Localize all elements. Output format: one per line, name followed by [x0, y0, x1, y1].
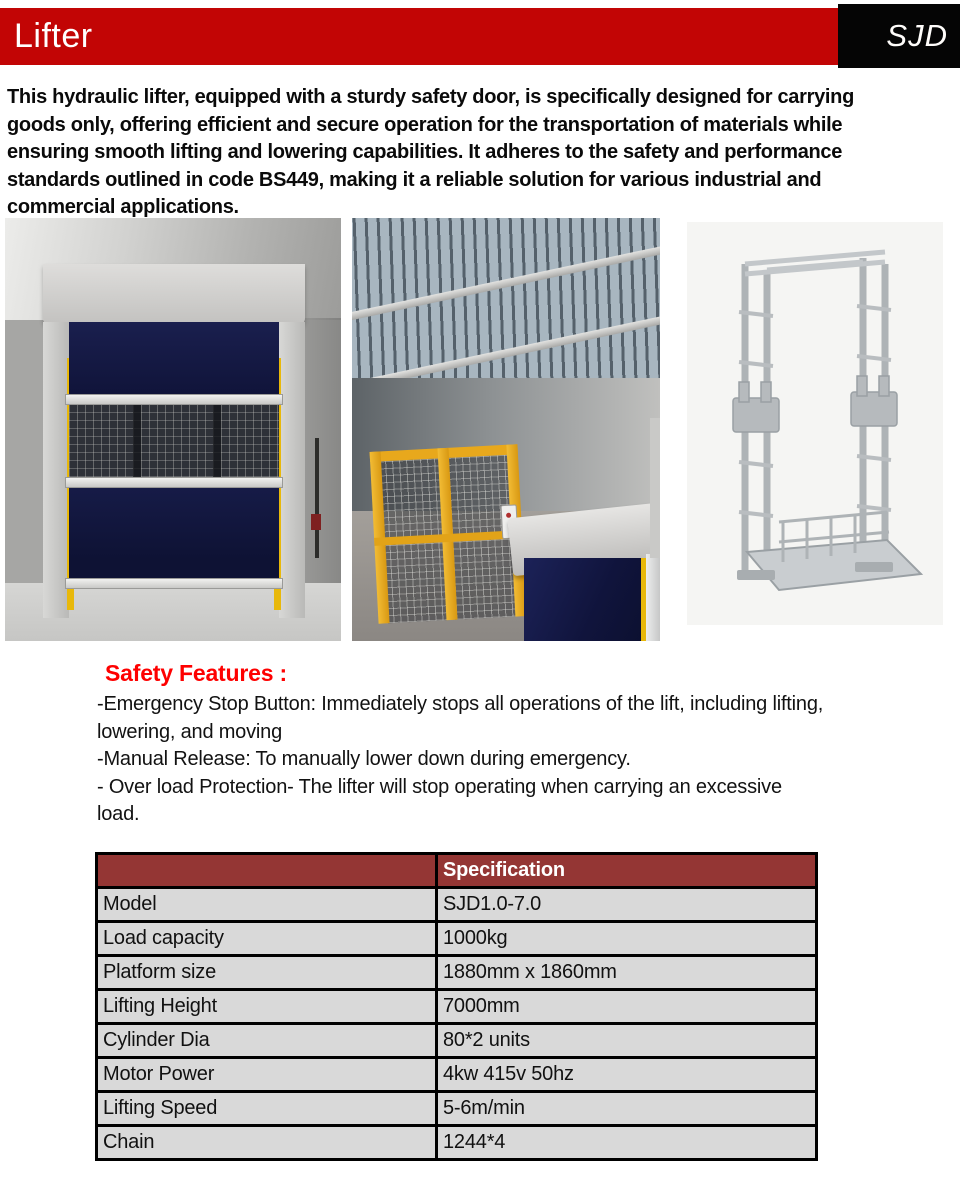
- fig1-bar: [65, 394, 283, 405]
- table-row: [97, 922, 817, 956]
- fig2-door-column: [646, 554, 660, 641]
- safety-features-heading: Safety Features :: [105, 660, 287, 686]
- brand-logo-text: SJD: [886, 18, 948, 53]
- render-lift-guide-frame: [687, 222, 943, 625]
- safety-features-list: [97, 691, 827, 829]
- fig1-mesh-post: [133, 405, 141, 477]
- table-row: [97, 1058, 817, 1092]
- spec-value: SJD1.0-7.0: [437, 888, 817, 922]
- fig1-right-guide-column: [279, 322, 305, 618]
- spec-value: 1244*4: [437, 1126, 817, 1160]
- spec-value: 7000mm: [437, 990, 817, 1024]
- photo-yellow-cage-lift-warehouse: [352, 218, 660, 641]
- fig1-mesh-window: [69, 405, 279, 477]
- intro-paragraph: This hydraulic lifter, equipped with a sturdy safety door, is specifically designed for carrying goods only, offering efficient and secure operation for the transportation of materials while ensuring smooth lifting and lowering capabilities. It adheres to the safety and performance standards outlined in code BS449, making it a reliable solution for various industrial and commercial applications.: [7, 86, 854, 218]
- fig2-yellow-cage: [370, 444, 527, 624]
- spec-value: 4kw 415v 50hz: [437, 1058, 817, 1092]
- safety-item: -Emergency Stop Button: Immediately stops all operations of the lift, including lifting, lowering, and moving: [97, 693, 824, 743]
- fig1-mesh-post: [213, 405, 221, 477]
- table-row: [97, 1024, 817, 1058]
- spec-value: 5-6m/min: [437, 1092, 817, 1126]
- spec-label: Load capacity: [97, 922, 437, 956]
- spec-value: 80*2 units: [437, 1024, 817, 1058]
- spec-header-empty-cell: [97, 854, 437, 888]
- spec-header-title-cell: Specification: [437, 854, 817, 888]
- spec-label: Lifting Speed: [97, 1092, 437, 1126]
- table-row: [97, 888, 817, 922]
- fig1-bar: [65, 477, 283, 488]
- fig1-bar: [65, 578, 283, 589]
- fig1-curtain-main: [69, 488, 279, 578]
- spec-label: Chain: [97, 1126, 437, 1160]
- fig1-roller-housing: [43, 264, 305, 326]
- title-bar: [0, 8, 838, 65]
- table-row: [97, 990, 817, 1024]
- fig1-curtain-top: [69, 322, 279, 394]
- spec-value: 1000kg: [437, 922, 817, 956]
- fig1-wall-conduit: [315, 438, 319, 558]
- fig2-blue-curtain: [524, 558, 646, 641]
- safety-item: -Manual Release: To manually lower down during emergency.: [97, 748, 631, 770]
- safety-item: - Over load Protection- The lifter will stop operating when carrying an excessive load.: [97, 775, 782, 825]
- table-row: [97, 956, 817, 990]
- photo-blue-rollup-door-indoor: [5, 218, 341, 641]
- spec-label: Model: [97, 888, 437, 922]
- fig1-left-guide-column: [43, 322, 69, 618]
- table-row: [97, 1126, 817, 1160]
- specification-table: [95, 852, 818, 1161]
- fig3-frame-drawing: [687, 222, 943, 625]
- spec-label: Motor Power: [97, 1058, 437, 1092]
- spec-label: Lifting Height: [97, 990, 437, 1024]
- spec-label: Cylinder Dia: [97, 1024, 437, 1058]
- fig2-far-wall: [650, 418, 660, 558]
- spec-value: 1880mm x 1860mm: [437, 956, 817, 990]
- fig1-wall-sign: [311, 514, 321, 530]
- table-header-row: [97, 854, 817, 888]
- table-row: [97, 1092, 817, 1126]
- page-title: Lifter: [14, 17, 93, 55]
- spec-label: Platform size: [97, 956, 437, 990]
- brand-box: [838, 4, 960, 68]
